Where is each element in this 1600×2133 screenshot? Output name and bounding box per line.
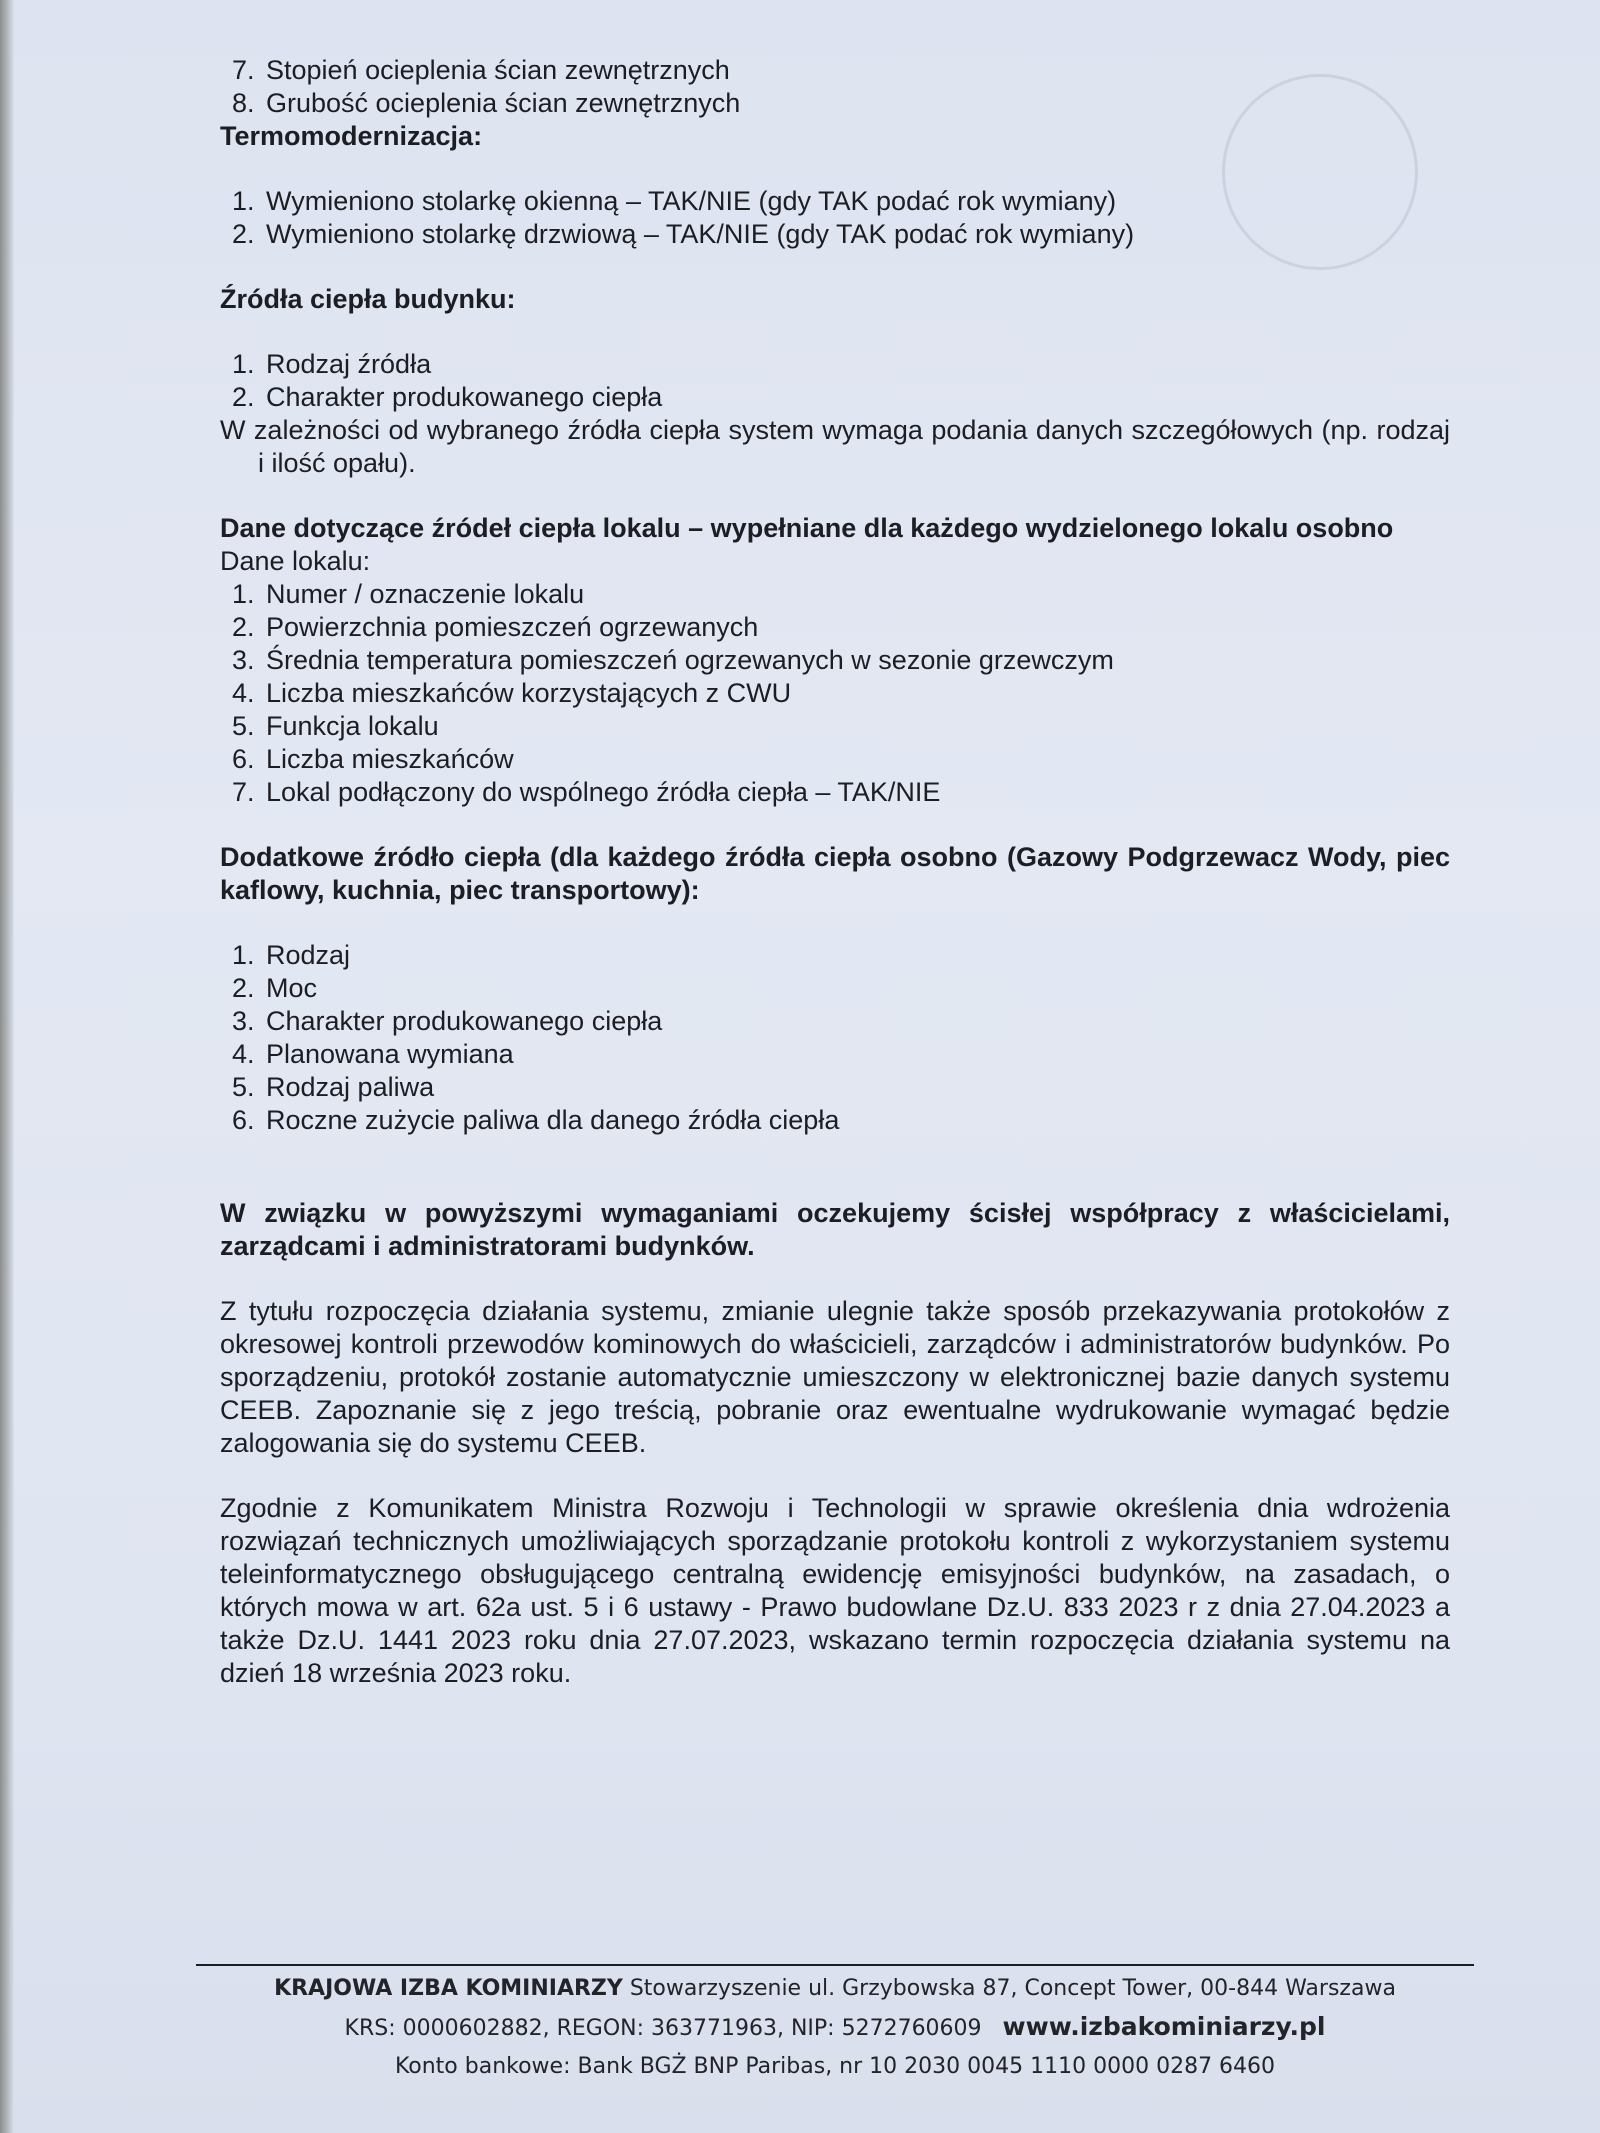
dane-lokalu-list: [220, 578, 1450, 809]
footer-line-2: [196, 2008, 1474, 2048]
footer-website-link[interactable]: www.izbakominiarzy.pl: [1002, 2012, 1326, 2041]
section-heading-dodatkowe-zrodlo: Dodatkowe źródło ciepła (dla każdego źródła ciepła osobno (Gazowy Podgrzewacz Wody, piec kaflowy, kuchnia, piec transportowy):: [220, 842, 1450, 905]
document-body: [220, 54, 1450, 1690]
list-item: 2. Wymieniono stolarkę drzwiową – TAK/NIE (gdy TAK podać rok wymiany): [262, 218, 1450, 251]
building-list-continued: [220, 54, 1450, 120]
list-item: 1. Rodzaj źródła: [262, 348, 1450, 381]
paragraph-komunikat: Zgodnie z Komunikatem Ministra Rozwoju i Technologii w sprawie określenia dnia wdrożenia rozwiązań technicznych umożliwiających sporządzanie protokołu kontroli z wykorzystaniem systemu teleinformatycznego obsługującego centralną ewidencję emisyjności budynków, na zasadach, o których mowa w art. 62a ust. 5 i 6 ustawy - Prawo budowlane Dz.U. 833 2023 r z dnia 27.04.2023 a także Dz.U. 1441 2023 roku dnia 27.07.2023, wskazano termin rozpoczęcia działania systemu na dzień 18 września 2023 roku.: [220, 1493, 1450, 1688]
list-item: 3. Charakter produkowanego ciepła: [262, 1005, 1450, 1038]
section-heading-termomodernizacja: Termomodernizacja:: [220, 121, 483, 151]
list-item: 1. Rodzaj: [262, 939, 1450, 972]
dodatkowe-zrodlo-list: [220, 939, 1450, 1137]
list-item: 3. Średnia temperatura pomieszczeń ogrzewanych w sezonie grzewczym: [262, 644, 1450, 677]
list-item: 8. Grubość ocieplenia ścian zewnętrznych: [262, 87, 1450, 120]
list-item: 7. Lokal podłączony do wspólnego źródła ciepła – TAK/NIE: [262, 776, 1450, 809]
footer-registry-ids: KRS: 0000602882, REGON: 363771963, NIP: 5272760609: [344, 2016, 982, 2041]
list-item: 7. Stopień ocieplenia ścian zewnętrznych: [262, 54, 1450, 87]
closing-statement: W związku w powyższymi wymaganiami oczekujemy ścisłej współpracy z właścicielami, zarządcami i administratorami budynków.: [220, 1198, 1450, 1261]
letterhead-footer: [196, 1964, 1474, 2086]
footer-line-1: [196, 1970, 1474, 2008]
list-item: 5. Rodzaj paliwa: [262, 1071, 1450, 1104]
list-item: 1. Wymieniono stolarkę okienną – TAK/NIE (gdy TAK podać rok wymiany): [262, 185, 1450, 218]
list-item: 2. Moc: [262, 972, 1450, 1005]
list-item: 6. Roczne zużycie paliwa dla danego źródła ciepła: [262, 1104, 1450, 1137]
list-item: 2. Charakter produkowanego ciepła: [262, 381, 1450, 414]
section-heading-dane-lokalu: Dane dotyczące źródeł ciepła lokalu – wypełniane dla każdego wydzielonego lokalu osobno: [220, 513, 1394, 543]
list-item: 2. Powierzchnia pomieszczeń ogrzewanych: [262, 611, 1450, 644]
zrodla-list: [220, 348, 1450, 414]
zrodla-note: W zależności od wybranego źródła ciepła system wymaga podania danych szczegółowych (np. rodzaj i ilość opału).: [220, 415, 1450, 478]
list-item: 5. Funkcja lokalu: [262, 710, 1450, 743]
footer-address: Stowarzyszenie ul. Grzybowska 87, Concept Tower, 00-844 Warszawa: [629, 1976, 1396, 2001]
paragraph-protokoly: Z tytułu rozpoczęcia działania systemu, zmianie ulegnie także sposób przekazywania protokołów z okresowej kontroli przewodów kominowych do właścicieli, zarządców i administratorów budynków. Po sporządzeniu, protokół zostanie automatycznie umieszczony w elektronicznej bazie danych systemu CEEB. Zapoznanie się z jego treścią, pobranie oraz ewentualne wydrukowanie wymagać będzie zalogowania się do systemu CEEB.: [220, 1296, 1450, 1458]
list-item: 1. Numer / oznaczenie lokalu: [262, 578, 1450, 611]
list-item: 6. Liczba mieszkańców: [262, 743, 1450, 776]
list-item: 4. Liczba mieszkańców korzystających z CWU: [262, 677, 1450, 710]
section-heading-zrodla: Źródła ciepła budynku:: [220, 284, 516, 314]
page-edge-shadow: [0, 0, 14, 2133]
footer-bank-account: Konto bankowe: Bank BGŻ BNP Paribas, nr 10 2030 0045 1110 0000 0287 6460: [394, 2054, 1276, 2079]
footer-org-name: KRAJOWA IZBA KOMINIARZY: [274, 1976, 623, 2001]
termo-list: [220, 185, 1450, 251]
dane-lokalu-subheading: Dane lokalu:: [220, 546, 371, 576]
list-item: 4. Planowana wymiana: [262, 1038, 1450, 1071]
